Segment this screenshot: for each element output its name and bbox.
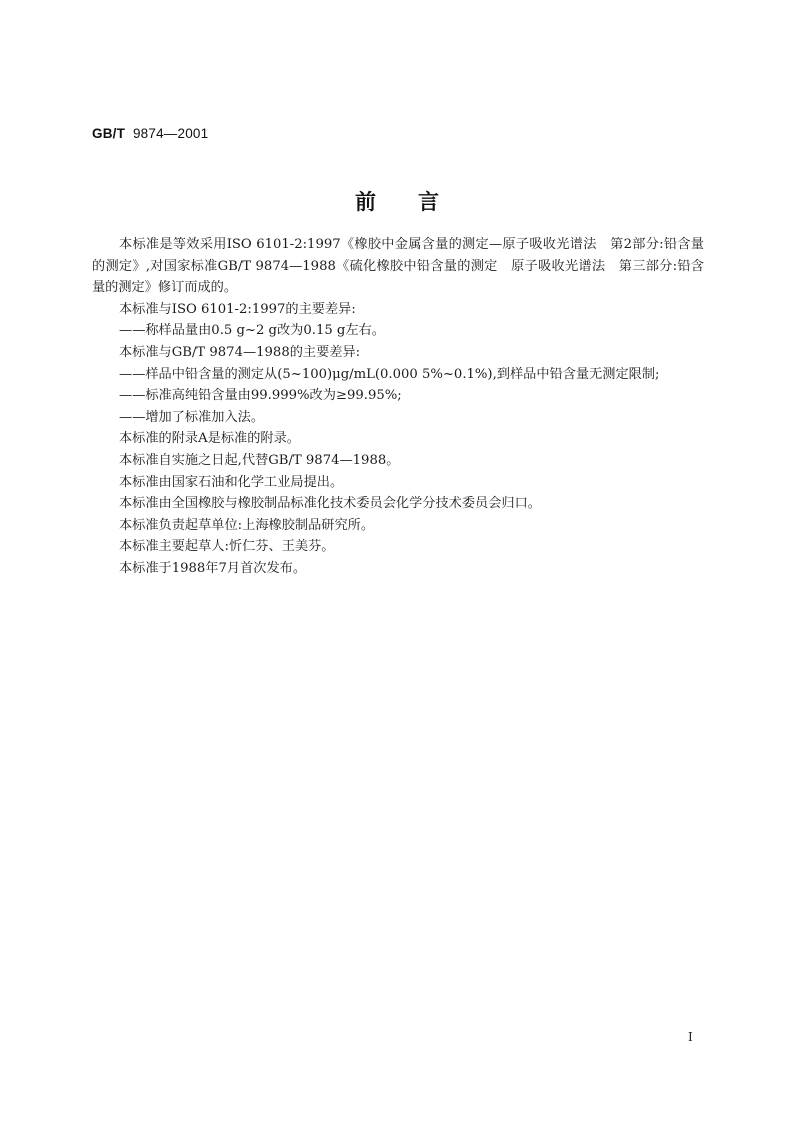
paragraph-appendix: 本标准的附录A是标准的附录。 xyxy=(119,431,300,447)
paragraph-replaces: 本标准自实施之日起,代替GB/T 9874—1988。 xyxy=(119,452,400,468)
foreword-body xyxy=(92,234,704,580)
paragraph-committee: 本标准由全国橡胶与橡胶制品标准化技术委员会化学分技术委员会归口。 xyxy=(119,496,541,512)
list-item-gbt-difference-1: ——样品中铅含量的测定从(5~100)μg/mL(0.000 5%~0.1%),到样品中铅含量无测定限制; xyxy=(119,366,660,382)
standard-code-prefix: GB/T xyxy=(92,126,126,141)
paragraph-proposed-by: 本标准由国家石油和化学工业局提出。 xyxy=(119,474,344,490)
paragraph-drafters: 本标准主要起草人:忻仁芬、王美芬。 xyxy=(119,539,335,555)
list-item-iso-difference: ——称样品量由0.5 g~2 g改为0.15 g左右。 xyxy=(119,323,385,339)
list-item-gbt-difference-3: ——增加了标准加入法。 xyxy=(119,409,265,425)
paragraph-drafting-unit: 本标准负责起草单位:上海橡胶制品研究所。 xyxy=(119,517,375,533)
standard-code xyxy=(92,126,208,141)
paragraph-gbt-differences: 本标准与GB/T 9874—1988的主要差异: xyxy=(119,344,361,360)
paragraph-first-issued: 本标准于1988年7月首次发布。 xyxy=(119,560,307,576)
page-title: 前 言 xyxy=(355,190,439,214)
paragraph-intro: 本标准是等效采用ISO 6101-2:1997《橡胶中金属含量的测定—原子吸收光谱法 第2部分:铅含量的测定》,对国家标准GB/T 9874—1988《硫化橡胶中铅含量的测定 原子吸收光谱法 第三部分:铅含量的测定》修订而成的。 xyxy=(92,237,704,296)
paragraph-iso-differences: 本标准与ISO 6101-2:1997的主要差异: xyxy=(119,301,356,317)
page-number: I xyxy=(688,1030,693,1044)
standard-code-number: 9874—2001 xyxy=(132,126,209,141)
list-item-gbt-difference-2: ——标准高纯铅含量由99.999%改为≥99.95%; xyxy=(119,388,402,404)
